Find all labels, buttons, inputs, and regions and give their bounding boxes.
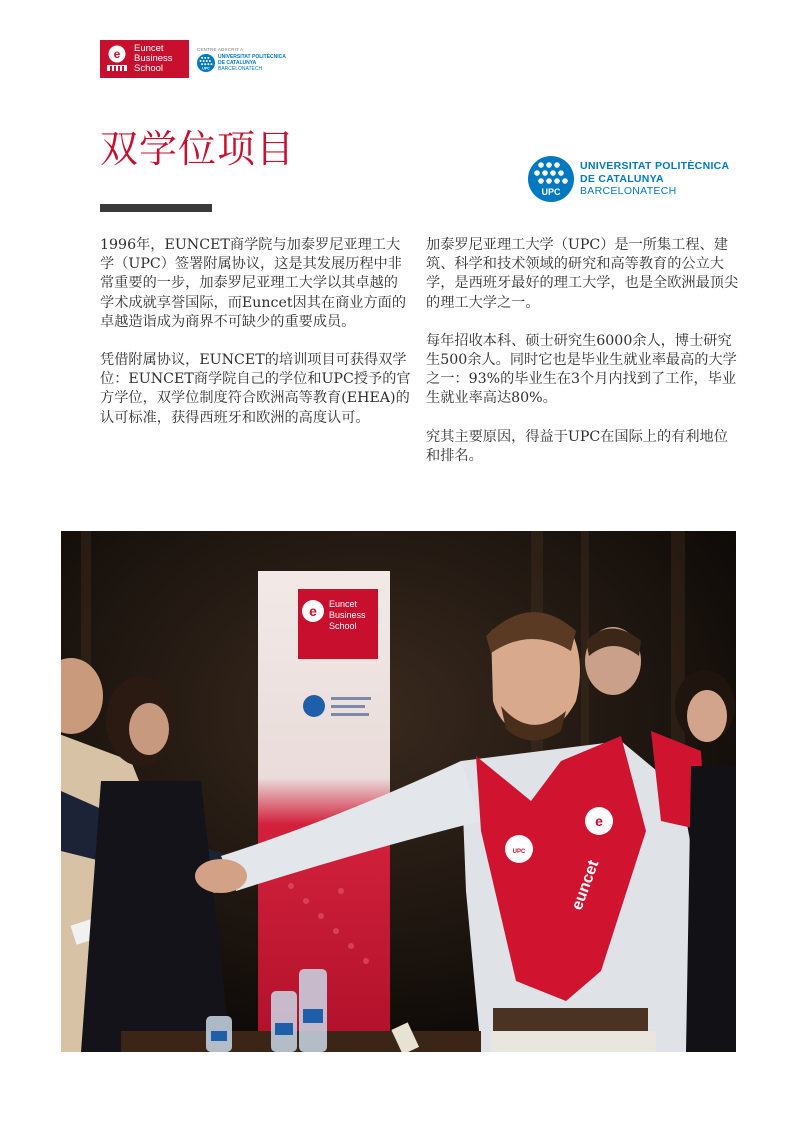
svg-text:e: e [113,47,121,61]
upc-logo-icon [528,156,574,202]
upc-logo [528,156,729,202]
right-paragraph-2: 每年招收本科、硕士研究生6000余人，博士研究生500余人。同时它也是毕业生就业率最高的大学之一：93%的毕业生在3个月内找到了工作，毕业生就业率高达80%。 [426,332,737,407]
upc-logo-mark: UPC [541,187,561,197]
euncet-line3: School [134,63,164,74]
upc-line2: DE CATALUNYA [580,172,664,185]
left-paragraph-1: 1996年，EUNCET商学院与加泰罗尼亚理工大学（UPC）签署附属协议，这是其发展历程中非常重要的一步，加泰罗尼亚理工大学以其卓越的学术成就享誉国际，而Euncet因其在商业方面的卓越造诣成为商界不可缺少的重要成员。 [100,237,407,330]
euncet-line2: Business [134,53,173,64]
stole-upc-mark: UPC [512,849,526,855]
graduation-photo [61,531,736,1052]
right-column [426,236,742,485]
upc-small-wordmark [218,54,286,72]
banner-line3: School [329,621,357,631]
upc-line1: UNIVERSITAT POLITÈCNICA [580,160,730,173]
upc-small-icon [197,54,215,72]
euncet-emblem-icon [104,44,130,74]
affiliation-block [197,47,286,72]
header-logos [100,40,286,78]
graduation-photo-illustration [61,531,736,1052]
upc-small-line1: UNIVERSITAT POLITÈCNICA [218,53,286,60]
upc-wordmark [580,160,729,198]
stole-euncet-text: euncet [568,858,603,913]
title-underline-bar [100,204,212,212]
right-paragraph-1: 加泰罗尼亚理工大学（UPC）是一所集工程、建筑、科学和技术领域的研究和高等教育的公立大学，是西班牙最好的理工大学，也是全欧洲最顶尖的理工大学之一。 [426,237,739,311]
banner-line2: Business [329,610,366,620]
euncet-line1: Euncet [134,43,164,54]
right-paragraph-3: 究其主要原因，得益于UPC在国际上的有利地位和排名。 [426,428,728,464]
svg-text:e: e [595,813,603,829]
svg-text:e: e [309,603,317,619]
euncet-logo [100,40,189,78]
upc-small-mark: UPC [202,66,210,71]
left-paragraph-2: 凭借附属协议，EUNCET的培训项目可获得双学位：EUNCET商学院自己的学位和UPC授予的官方学位，双学位制度符合欧洲高等教育(EHEA)的认可标准，获得西班牙和欧洲的高度认可。 [100,352,411,426]
left-column [100,236,412,447]
upc-line3: BARCELONATECH [580,185,677,198]
affiliation-label: CENTRE ADSCRIT A [197,46,244,52]
page-title: 双学位项目 [100,127,296,171]
upc-small-line3: BARCELONATECH [218,65,263,72]
banner-line1: Euncet [329,599,358,609]
upc-small-line2: DE CATALUNYA [218,59,257,66]
euncet-wordmark [134,44,173,74]
